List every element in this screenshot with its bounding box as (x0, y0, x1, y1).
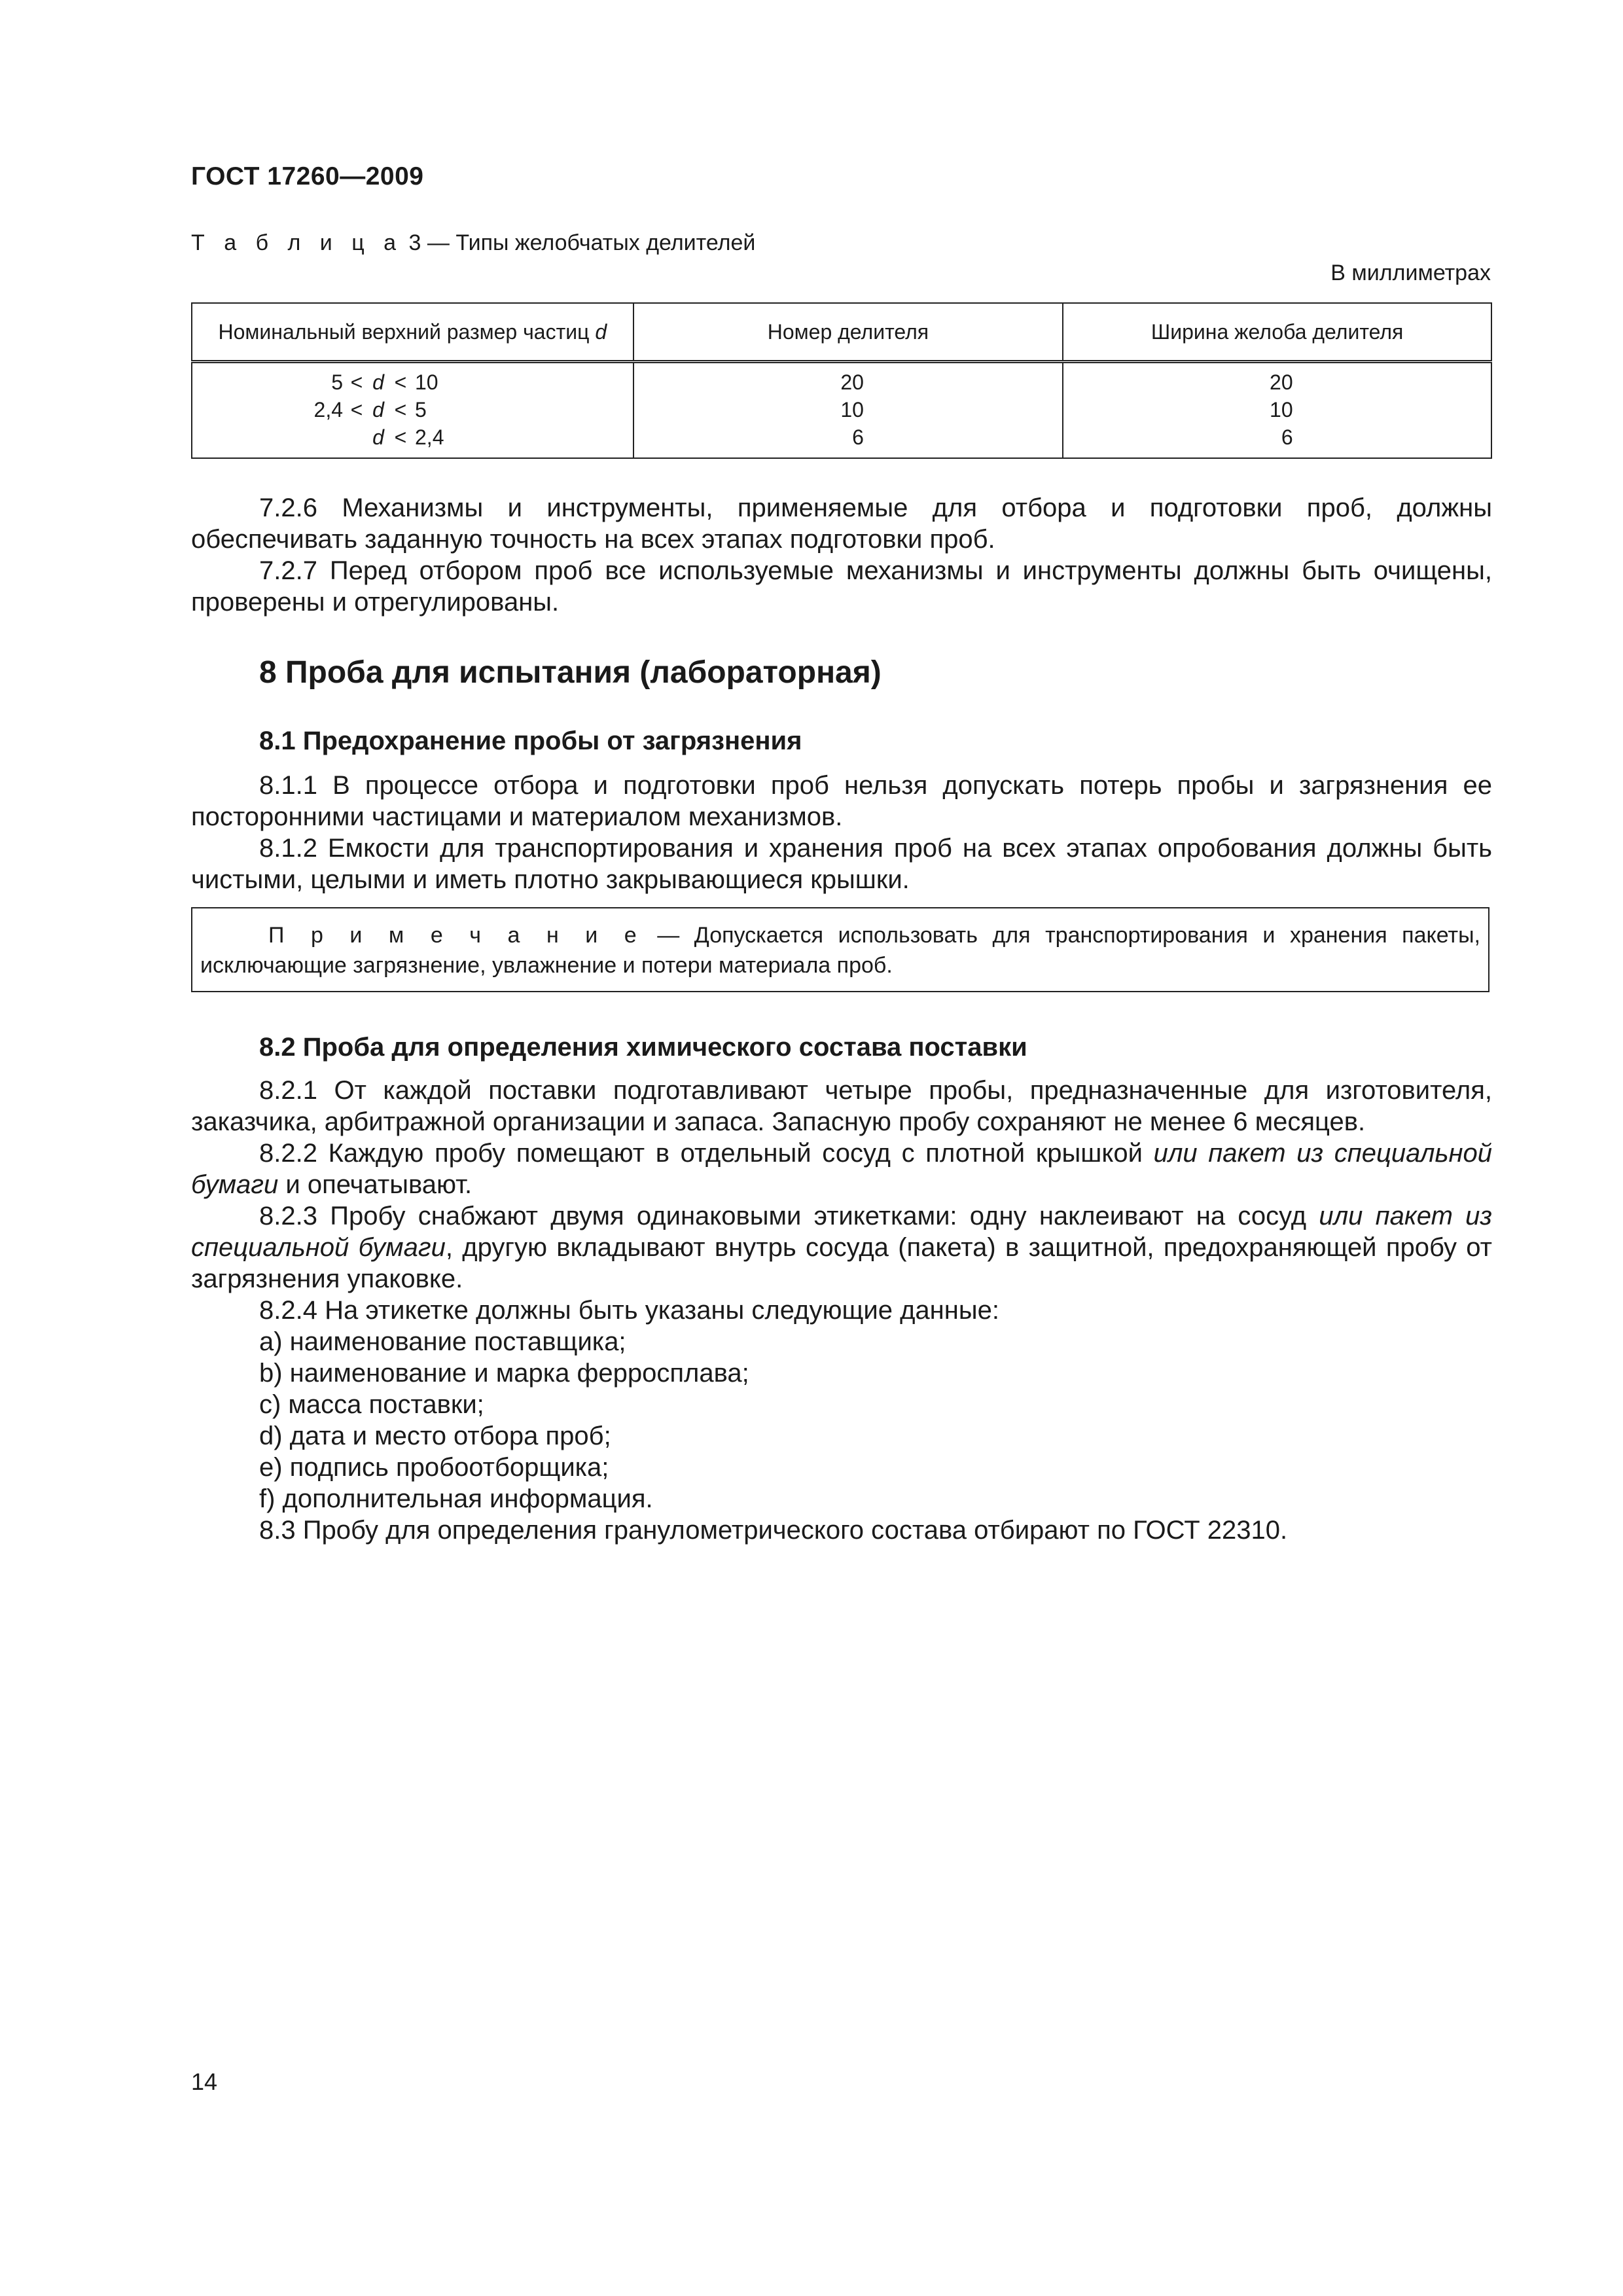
range-row (199, 423, 626, 451)
table-row (192, 362, 1491, 459)
range-op-left: < (350, 398, 363, 422)
cell-particle-size (192, 362, 633, 459)
divider-number-value: 20 (840, 370, 864, 394)
range-op-right: < (394, 425, 407, 449)
note-label: П р и м е ч а н и е (268, 923, 643, 948)
table-header-row (192, 303, 1491, 362)
range-op-left (343, 423, 370, 451)
range-op-right: < (394, 370, 407, 394)
paragraph-8-2-3 (191, 1200, 1492, 1295)
paragraph-8-2-3-italic: или пакет из специальной бумаги (191, 1202, 1492, 1262)
chute-width-value: 10 (1270, 398, 1293, 422)
note-box (191, 907, 1489, 992)
paragraph-8-2-3-end: , другую вкладывают внутрь сосуда (пакета) в защитной, предохраняющей пробу от загрязнения упаковке. (191, 1233, 1492, 1293)
page-number: 14 (191, 2068, 218, 2095)
paragraph-8-2-4: 8.2.4 На этикетке должны быть указаны следующие данные: (259, 1296, 999, 1325)
paragraph-7-2-6: 7.2.6 Механизмы и инструменты, применяемые для отбора и подготовки проб, должны обеспечивать заданную точность на всех этапах подготовки проб. (191, 493, 1492, 554)
table-caption (191, 230, 755, 256)
table-units: В миллиметрах (1330, 260, 1491, 285)
paragraph-8-1-2: 8.1.2 Емкости для транспортирования и хранения проб на всех этапах опробования должны быть чистыми, целыми и иметь плотно закрывающиеся крышки. (191, 834, 1492, 894)
divider-number-value: 10 (840, 398, 864, 422)
range-op-left: < (350, 370, 363, 394)
cell-chute-width (1063, 362, 1491, 459)
range-symbol: d (372, 425, 384, 449)
section-8-2-title: 8.2 Проба для определения химического состава поставки (259, 1033, 1027, 1062)
paragraph-8-2-1: 8.2.1 От каждой поставки подготавливают четыре пробы, предназначенные для изготовителя, заказчика, арбитражной организации и запаса. Запасную пробу сохраняют не менее 6 месяцев. (191, 1076, 1492, 1136)
paragraph-8-2-2-end: и опечатывают. (278, 1170, 473, 1199)
paragraph-8-2-2-start: 8.2.2 Каждую пробу помещают в отдельный сосуд с плотной крышкой (259, 1139, 1154, 1168)
paragraph-8-2-2-italic: или пакет из специальной бумаги (191, 1139, 1492, 1199)
section-8-title: 8 Проба для испытания (лабораторная) (259, 655, 882, 690)
paragraph-8-2-3-start: 8.2.3 Пробу снабжают двумя одинаковыми этикетками: одну наклеивают на сосуд (259, 1202, 1319, 1230)
chute-width-value: 6 (1281, 425, 1293, 449)
list-item: f) дополнительная информация. (259, 1484, 653, 1513)
header-particle-size-text: Номинальный верхний размер частиц (218, 319, 596, 344)
range-high: 5 (415, 398, 427, 422)
paragraph-7-2-7: 7.2.7 Перед отбором проб все используемые механизмы и инструменты должны быть очищены, проверены и отрегулированы. (191, 556, 1492, 617)
list-item: a) наименование поставщика; (259, 1327, 626, 1356)
paragraph-8-1-1: 8.1.1 В процессе отбора и подготовки проб нельзя допускать потерь пробы и загрязнения ее посторонними частицами и материалом механизмов. (191, 771, 1492, 831)
table-caption-label: Т а б л и ц а (191, 230, 403, 255)
divider-number-value: 6 (852, 425, 864, 449)
range-symbol: d (372, 370, 384, 394)
list-item: b) наименование и марка ферросплава; (259, 1359, 749, 1388)
document-header: ГОСТ 17260—2009 (191, 162, 424, 190)
chute-width-value: 20 (1270, 370, 1293, 394)
section-8-2-paragraphs (191, 1075, 1492, 1546)
range-high: 2,4 (415, 425, 444, 449)
header-particle-size (192, 303, 633, 362)
paragraph-8-3: 8.3 Пробу для определения гранулометрического состава отбирают по ГОСТ 22310. (259, 1516, 1288, 1545)
section-8-1-title: 8.1 Предохранение пробы от загрязнения (259, 726, 802, 755)
range-row (199, 368, 626, 396)
range-low: 5 (331, 370, 343, 394)
note-content (200, 920, 1480, 980)
header-particle-size-symbol: d (595, 319, 607, 344)
range-high: 10 (415, 370, 438, 394)
list-item: c) масса поставки; (259, 1390, 484, 1419)
table-caption-title: — Типы желобчатых делителей (427, 230, 756, 255)
list-item: d) дата и место отбора проб; (259, 1422, 611, 1450)
section-8-1-paragraphs (191, 770, 1492, 895)
header-divider-number: Номер делителя (633, 303, 1063, 362)
dividers-table (191, 302, 1492, 459)
range-symbol: d (372, 398, 384, 422)
note-text: — Допускается использовать для транспортирования и хранения пакеты, исключающие загрязнение, увлажнение и потери материала проб. (200, 923, 1480, 978)
list-item: e) подпись пробоотборщика; (259, 1453, 609, 1482)
cell-divider-number (633, 362, 1063, 459)
section-7-paragraphs (191, 492, 1492, 618)
table-caption-number: 3 (408, 230, 421, 255)
range-op-right: < (394, 398, 407, 422)
paragraph-8-2-2 (191, 1138, 1492, 1200)
header-chute-width: Ширина желоба делителя (1063, 303, 1491, 362)
range-low: 2,4 (313, 398, 343, 422)
range-low (304, 423, 343, 451)
range-row (199, 396, 626, 423)
